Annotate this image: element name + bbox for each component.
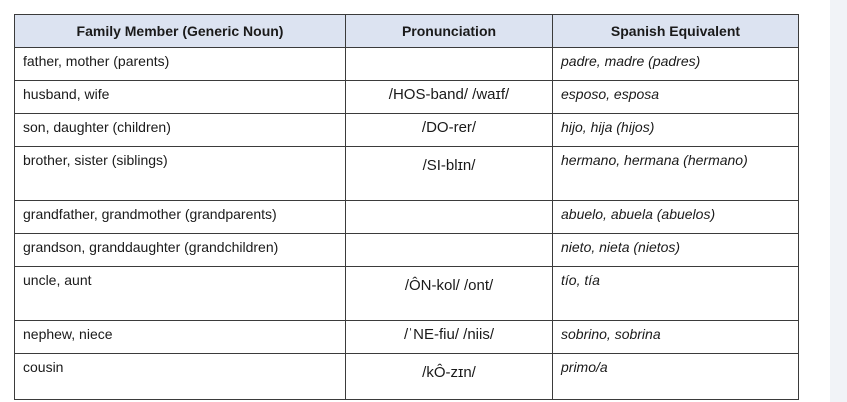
table-row <box>15 234 799 267</box>
cell-noun: grandson, granddaughter (grandchildren) <box>15 234 346 267</box>
cell-spanish: hijo, hija (hijos) <box>553 114 799 147</box>
table-row <box>15 201 799 234</box>
cell-spanish: hermano, hermana (hermano) <box>553 147 799 201</box>
table-row <box>15 147 799 201</box>
header-pronunciation: Pronunciation <box>346 15 553 48</box>
cell-noun: grandfather, grandmother (grandparents) <box>15 201 346 234</box>
cell-noun: uncle, aunt <box>15 267 346 321</box>
header-spanish-equivalent: Spanish Equivalent <box>553 15 799 48</box>
cell-noun: husband, wife <box>15 81 346 114</box>
table-row <box>15 354 799 400</box>
family-vocabulary-table <box>14 14 799 400</box>
cell-spanish: sobrino, sobrina <box>553 321 799 354</box>
table-row <box>15 321 799 354</box>
table-row <box>15 48 799 81</box>
cell-pronunciation: /ˈNE-fiu/ /niis/ <box>346 321 553 354</box>
cell-pronunciation <box>346 234 553 267</box>
table-row <box>15 81 799 114</box>
cell-pronunciation: /DO-rer/ <box>346 114 553 147</box>
cell-pronunciation <box>346 201 553 234</box>
cell-pronunciation: /HOS-band/ /waɪf/ <box>346 81 553 114</box>
header-family-member: Family Member (Generic Noun) <box>15 15 346 48</box>
page-margin <box>830 0 847 402</box>
cell-spanish: tío, tía <box>553 267 799 321</box>
cell-pronunciation <box>346 48 553 81</box>
cell-spanish: nieto, nieta (nietos) <box>553 234 799 267</box>
cell-spanish: esposo, esposa <box>553 81 799 114</box>
cell-pronunciation: /ÔN-kol/ /ont/ <box>346 267 553 321</box>
table-row <box>15 267 799 321</box>
cell-noun: father, mother (parents) <box>15 48 346 81</box>
cell-spanish: padre, madre (padres) <box>553 48 799 81</box>
cell-noun: nephew, niece <box>15 321 346 354</box>
cell-spanish: primo/a <box>553 354 799 400</box>
table-row <box>15 114 799 147</box>
cell-spanish: abuelo, abuela (abuelos) <box>553 201 799 234</box>
cell-noun: brother, sister (siblings) <box>15 147 346 201</box>
cell-noun: cousin <box>15 354 346 400</box>
table-header-row <box>15 15 799 48</box>
cell-noun: son, daughter (children) <box>15 114 346 147</box>
cell-pronunciation: /SI-blɪn/ <box>346 147 553 201</box>
cell-pronunciation: /kÔ-zɪn/ <box>346 354 553 400</box>
